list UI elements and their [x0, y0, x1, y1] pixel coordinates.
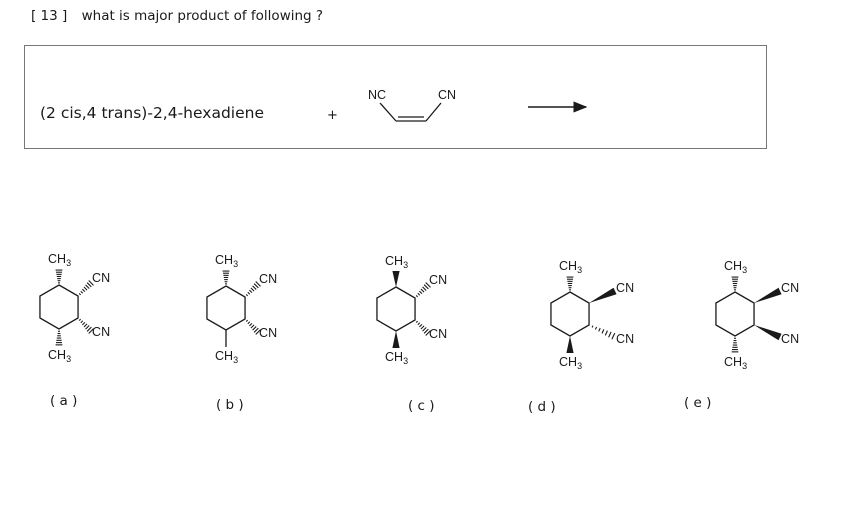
hash-stroke: [82, 322, 85, 325]
dienophile-nc-label: NC: [368, 88, 387, 102]
hash-stroke: [248, 292, 250, 294]
cyclohexane-ring: [40, 285, 78, 329]
nitrile-bond-top: [589, 288, 617, 303]
hash-stroke: [86, 285, 90, 289]
methyl-label-top: $CH_3$: [215, 253, 239, 269]
hash-stroke: [84, 324, 87, 327]
methyl-label-top: $CH_3$: [724, 259, 748, 275]
product-options: [40, 252, 799, 371]
hash-stroke: [251, 288, 254, 291]
option-d-structure: [551, 259, 634, 371]
hash-stroke: [609, 332, 612, 337]
hash-stroke: [79, 293, 80, 294]
hash-stroke: [419, 324, 422, 327]
methyl-bond-top: [392, 271, 399, 287]
option-c-structure: [377, 254, 447, 366]
hash-stroke: [605, 331, 607, 336]
hash-stroke: [612, 333, 615, 339]
option-b-label: ( b ): [216, 397, 244, 413]
methyl-label-top: $CH_3$: [559, 259, 583, 275]
nitrile-bond-bottom: [592, 326, 615, 340]
dienophile-structure: [368, 88, 456, 121]
hash-stroke: [84, 287, 87, 290]
nitrile-label-top: CN: [429, 273, 448, 287]
methyl-bond-bottom: [56, 331, 63, 345]
hash-stroke: [416, 321, 417, 322]
hash-stroke: [81, 291, 83, 293]
hash-stroke: [419, 291, 422, 294]
nitrile-label-top: CN: [259, 272, 278, 286]
reactant-name: (2 cis,4 trans)-2,4-hexadiene: [40, 104, 264, 122]
methyl-bond-bottom: [566, 336, 573, 353]
methyl-bond-top: [56, 270, 63, 283]
hash-stroke: [81, 321, 83, 323]
methyl-label-top: $CH_3$: [48, 252, 72, 268]
hash-stroke: [416, 295, 417, 296]
hash-stroke: [86, 325, 90, 329]
hash-stroke: [595, 327, 596, 330]
cyclohexane-ring: [377, 287, 415, 331]
dienophile-cn-label: CN: [438, 88, 457, 102]
hash-stroke: [423, 287, 427, 291]
option-d-label: ( d ): [528, 399, 556, 415]
hash-stroke: [251, 325, 254, 328]
nitrile-label-top: CN: [616, 281, 635, 295]
question-text: what is major product of following ?: [81, 8, 324, 24]
option-b-structure: [207, 253, 277, 365]
hash-stroke: [599, 328, 601, 331]
methyl-bond-bottom: [732, 338, 739, 352]
hash-stroke: [249, 323, 252, 326]
hash-stroke: [602, 329, 604, 333]
methyl-label-bottom: $CH_3$: [215, 349, 239, 365]
hash-stroke: [246, 294, 247, 295]
hash-stroke: [421, 326, 424, 329]
plus-sign: +: [327, 108, 338, 123]
methyl-bond-bottom: [392, 331, 399, 348]
methyl-bond-top: [567, 277, 574, 290]
methyl-bond-top: [732, 277, 739, 290]
question-number: [ 13 ]: [31, 8, 68, 24]
hash-stroke: [418, 293, 420, 295]
nitrile-label-bottom: CN: [616, 332, 635, 346]
option-a-structure: [40, 252, 110, 364]
option-e-structure: [716, 259, 799, 371]
cyclohexane-ring: [207, 286, 245, 330]
option-c-label: ( c ): [408, 398, 435, 414]
hash-stroke: [253, 326, 257, 330]
methyl-label-top: $CH_3$: [385, 254, 409, 270]
option-a-label: ( a ): [50, 393, 78, 409]
nitrile-bond-top: [754, 288, 782, 303]
hash-stroke: [418, 323, 420, 325]
methyl-label-bottom: $CH_3$: [559, 355, 583, 371]
hash-stroke: [421, 289, 424, 292]
methyl-label-bottom: $CH_3$: [724, 355, 748, 371]
cyclohexane-ring: [551, 292, 589, 336]
hash-stroke: [79, 319, 80, 320]
hash-stroke: [253, 286, 257, 290]
nitrile-label-top: CN: [781, 281, 800, 295]
hash-stroke: [248, 322, 250, 324]
methyl-label-bottom: $CH_3$: [48, 348, 72, 364]
hash-stroke: [246, 320, 247, 321]
hash-stroke: [249, 290, 252, 293]
nitrile-bond-bottom: [754, 325, 782, 340]
nitrile-label-bottom: CN: [429, 327, 448, 341]
nitrile-label-bottom: CN: [92, 325, 111, 339]
methyl-label-bottom: $CH_3$: [385, 350, 409, 366]
hash-stroke: [592, 326, 593, 328]
cyclohexane-ring: [716, 292, 754, 336]
hash-stroke: [82, 289, 85, 292]
methyl-bond-top: [223, 271, 230, 284]
nitrile-label-bottom: CN: [781, 332, 800, 346]
option-e-label: ( e ): [684, 395, 712, 411]
nitrile-label-bottom: CN: [259, 326, 278, 340]
hash-stroke: [423, 327, 427, 331]
nitrile-label-top: CN: [92, 271, 111, 285]
